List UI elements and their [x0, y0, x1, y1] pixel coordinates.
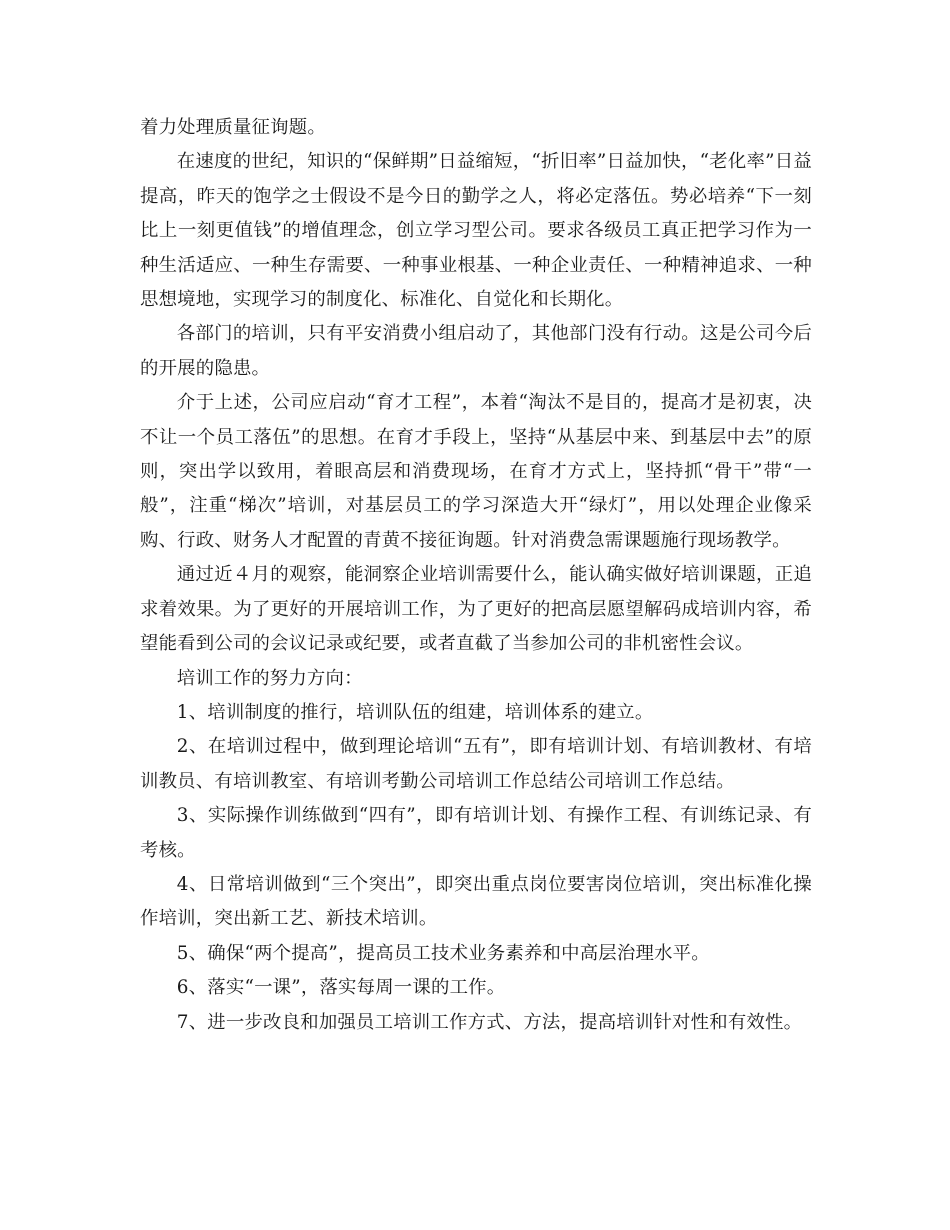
- list-item: 5、确保“两个提高”，提高员工技术业务素养和中高层治理水平。: [176, 942, 710, 964]
- paragraph-continuation: 着力处理质量征询题。: [140, 117, 326, 138]
- paragraph-department-training: 各部门的培训，只有平安消费小组启动了，其他部门没有行动。这是公司今后的开展的隐患。: [140, 323, 812, 379]
- paragraph-direction-heading: 培训工作的努力方向：: [176, 667, 363, 689]
- list-item: 4、日常培训做到“三个突出”，即突出重点岗位要害岗位培训，突出标准化操作培训，突出新工艺、新技术培训。: [140, 873, 812, 930]
- paragraph-learning: 在速度的世纪，知识的“保鲜期”日益缩短，“折旧率”日益加快，“老化率”日益提高，昨天的饱学之士假设不是今日的勤学之人，将必定落伍。势必培养“下一刻比上一刻更值钱”的增值理念，创立学习型公司。要求各级员工真正把学习作为一种生活适应、一种生存需要、一种事业根基、一种企业责任、一种精神追求、一种思想境地，实现学习的制度化、标准化、自觉化和长期化。: [140, 151, 812, 311]
- list-item: 2、在培训过程中，做到理论培训“五有”，即有培训计划、有培训教材、有培训教员、有培训教室、有培训考勤公司培训工作总结公司培训工作总结。: [140, 736, 812, 792]
- list-item: 7、进一步改良和加强员工培训工作方式、方法，提高培训针对性和有效性。: [176, 1011, 803, 1033]
- list-item: 6、落实“一课”，落实每周一课的工作。: [176, 977, 506, 999]
- document-body: [140, 111, 812, 1040]
- paragraph-talent-project: 介于上述，公司应启动“育才工程”，本着“淘汰不是目的，提高才是初衷，决不让一个员工落伍”的思想。在育才手段上，坚持“从基层中来、到基层中去”的原则，突出学以致用，着眼高层和消费现场，在育才方式上，坚持抓“骨干”带“一般”，注重“梯次”培训，对基层员工的学习深造大开“绿灯”，用以处理企业像采购、行政、财务人才配置的青黄不接征询题。针对消费急需课题施行现场教学。: [140, 392, 812, 551]
- paragraph-observation: 通过近４月的观察，能洞察企业培训需要什么，能认确实做好培训课题，正追求着效果。为了更好的开展培训工作，为了更好的把高层愿望解码成培训内容，希望能看到公司的会议记录或纪要，或者直截了当参加公司的非机密性会议。: [140, 564, 812, 655]
- list-item: 1、培训制度的推行，培训队伍的组建，培训体系的建立。: [176, 701, 654, 723]
- list-item: 3、实际操作训练做到“四有”，即有培训计划、有操作工程、有训练记录、有考核。: [140, 805, 812, 861]
